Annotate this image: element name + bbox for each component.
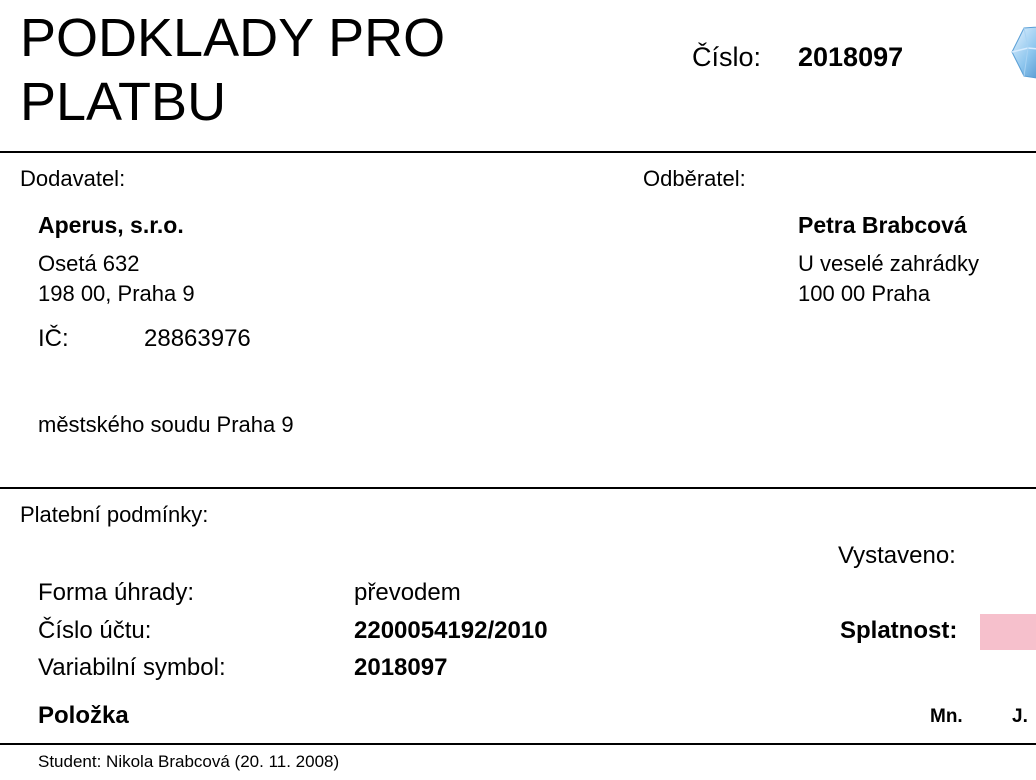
customer-name: Petra Brabcová (798, 212, 967, 238)
items-column-unit: J. (1012, 706, 1028, 727)
document-title (20, 6, 445, 134)
items-header-divider (0, 743, 1036, 745)
payment-method-value: převodem (354, 579, 461, 606)
due-date-label: Splatnost: (840, 617, 958, 644)
header-divider (0, 151, 1036, 153)
due-date-field (980, 614, 1036, 650)
supplier-ic-label: IČ: (38, 325, 69, 352)
items-column-quantity: Mn. (930, 706, 963, 727)
variable-symbol-label: Variabilní symbol: (38, 654, 226, 681)
parties-divider (0, 487, 1036, 489)
supplier-label: Dodavatel: (20, 166, 126, 191)
account-number-value: 2200054192/2010 (354, 617, 548, 644)
customer-label: Odběratel: (643, 166, 746, 191)
item-row-1: Student: Nikola Brabcová (20. 11. 2008) (38, 752, 340, 771)
issued-label: Vystaveno: (838, 542, 956, 569)
number-label: Číslo: (692, 42, 762, 72)
supplier-street: Osetá 632 (38, 251, 140, 276)
supplier-city: 198 00, Praha 9 (38, 281, 195, 306)
customer-city: 100 00 Praha (798, 281, 931, 306)
items-column-item: Položka (38, 702, 129, 729)
gem-logo-icon (1010, 22, 1036, 82)
account-number-label: Číslo účtu: (38, 617, 152, 644)
customer-street: U veselé zahrádky (798, 251, 979, 276)
payment-terms-label: Platební podmínky: (20, 502, 209, 527)
title-line-1: PODKLADY PRO (20, 8, 446, 68)
supplier-name: Aperus, s.r.o. (38, 212, 184, 238)
supplier-ic-value: 28863976 (144, 325, 251, 352)
variable-symbol-value: 2018097 (354, 654, 448, 681)
title-line-2: PLATBU (20, 72, 227, 132)
payment-method-label: Forma úhrady: (38, 579, 195, 606)
number-value: 2018097 (798, 42, 904, 72)
supplier-court: městského soudu Praha 9 (38, 412, 294, 437)
